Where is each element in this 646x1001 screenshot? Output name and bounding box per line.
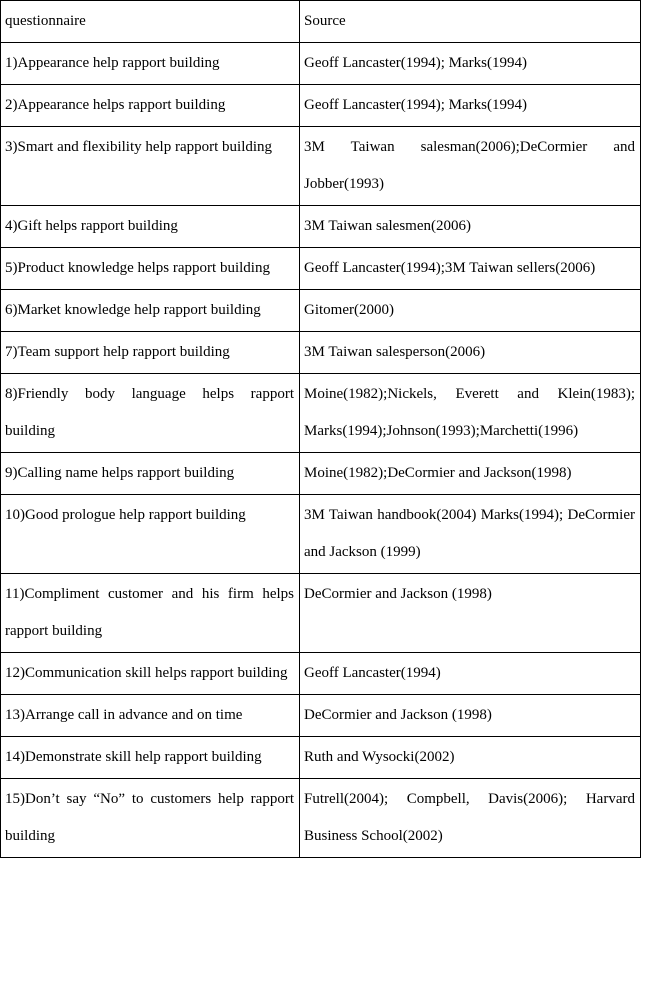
table-row: [1, 779, 641, 858]
table-row: [1, 695, 641, 737]
questionnaire-cell: 6)Market knowledge help rapport building: [1, 290, 300, 332]
table-row: [1, 332, 641, 374]
questionnaire-cell: 7)Team support help rapport building: [1, 332, 300, 374]
source-cell: Moine(1982);DeCormier and Jackson(1998): [300, 453, 641, 495]
source-cell: Geoff Lancaster(1994): [300, 653, 641, 695]
questionnaire-cell: 9)Calling name helps rapport building: [1, 453, 300, 495]
source-cell: 3M Taiwan salesmen(2006): [300, 206, 641, 248]
table-row: [1, 453, 641, 495]
source-cell: Gitomer(2000): [300, 290, 641, 332]
table-row: [1, 127, 641, 206]
table-row: [1, 374, 641, 453]
questionnaire-cell: 8)Friendly body language helps rapport building: [1, 374, 300, 453]
table-row: [1, 574, 641, 653]
source-cell: Ruth and Wysocki(2002): [300, 737, 641, 779]
source-cell: Geoff Lancaster(1994); Marks(1994): [300, 43, 641, 85]
source-cell: 3M Taiwan salesperson(2006): [300, 332, 641, 374]
source-cell: Futrell(2004); Compbell, Davis(2006); Harvard Business School(2002): [300, 779, 641, 858]
questionnaire-cell: 2)Appearance helps rapport building: [1, 85, 300, 127]
questionnaire-cell: 5)Product knowledge helps rapport building: [1, 248, 300, 290]
questionnaire-cell: 12)Communication skill helps rapport building: [1, 653, 300, 695]
questionnaire-cell: 13)Arrange call in advance and on time: [1, 695, 300, 737]
questionnaire-cell: 4)Gift helps rapport building: [1, 206, 300, 248]
questionnaire-cell: 14)Demonstrate skill help rapport building: [1, 737, 300, 779]
header-questionnaire: questionnaire: [1, 1, 300, 43]
table-row: [1, 248, 641, 290]
table-row: [1, 495, 641, 574]
source-cell: Geoff Lancaster(1994); Marks(1994): [300, 85, 641, 127]
questionnaire-cell: 15)Don’t say “No” to customers help rapport building: [1, 779, 300, 858]
source-cell: Moine(1982);Nickels, Everett and Klein(1983); Marks(1994);Johnson(1993);Marchetti(1996): [300, 374, 641, 453]
table-row: [1, 85, 641, 127]
table-body: [1, 1, 641, 858]
questionnaire-cell: 1)Appearance help rapport building: [1, 43, 300, 85]
table-row: [1, 43, 641, 85]
table-row: [1, 206, 641, 248]
header-source: Source: [300, 1, 641, 43]
questionnaire-cell: 11)Compliment customer and his firm helps rapport building: [1, 574, 300, 653]
source-cell: DeCormier and Jackson (1998): [300, 574, 641, 653]
source-cell: 3M Taiwan salesman(2006);DeCormier and Jobber(1993): [300, 127, 641, 206]
source-cell: DeCormier and Jackson (1998): [300, 695, 641, 737]
header-row: [1, 1, 641, 43]
source-cell: Geoff Lancaster(1994);3M Taiwan sellers(2006): [300, 248, 641, 290]
questionnaire-cell: 10)Good prologue help rapport building: [1, 495, 300, 574]
source-cell: 3M Taiwan handbook(2004) Marks(1994); DeCormier and Jackson (1999): [300, 495, 641, 574]
table-row: [1, 290, 641, 332]
table-row: [1, 653, 641, 695]
questionnaire-cell: 3)Smart and flexibility help rapport building: [1, 127, 300, 206]
table-row: [1, 737, 641, 779]
